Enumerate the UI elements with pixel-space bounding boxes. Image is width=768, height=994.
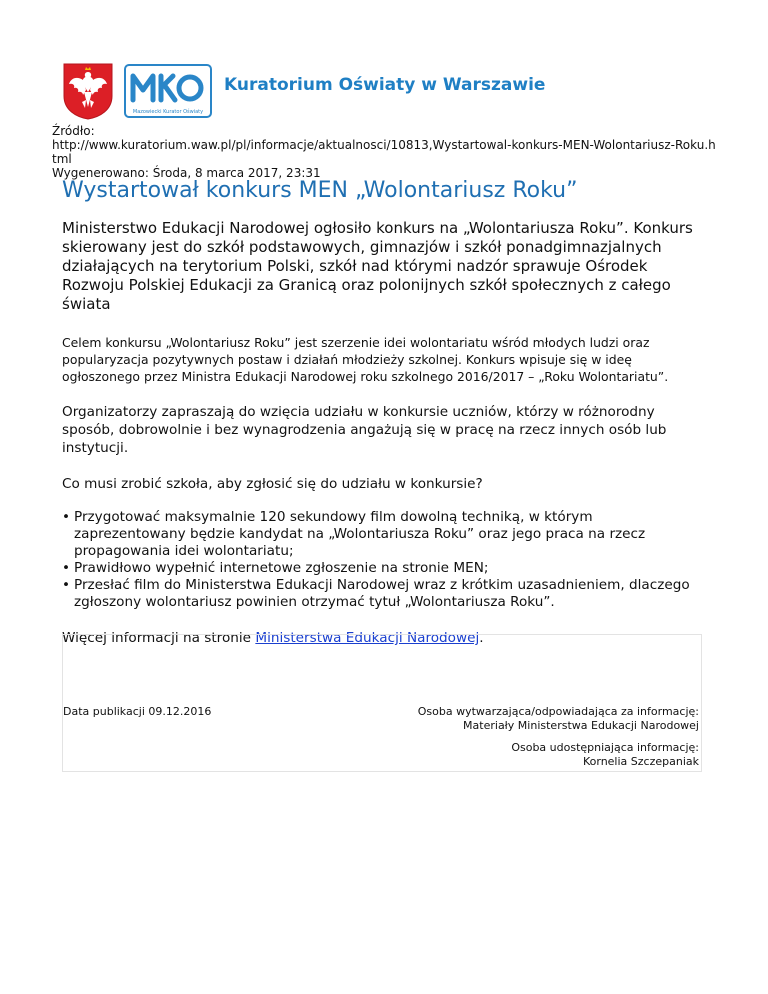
page-header [62,62,712,120]
article-lead: Ministerstwo Edukacji Narodowej ogłosiło konkurs na „Wolontariusza Roku”. Konkurs skierowany jest do szkół podstawowych, gimnazjów i szkół ponadgimnazjalnych działających na terytorium Polski, szkół nad którymi nadzór sprawuje Ośrodek Rozwoju Polskiej Edukacji za Granicą oraz polonijnych szkół społecznych z całego świata [62,219,693,313]
article-question: Co musi zrobić szkoła, aby zgłosić się do udziału w konkursie? [62,476,483,492]
list-item [62,560,702,577]
bullet-icon: • [62,560,71,576]
publication-info-box [62,634,702,772]
polish-eagle-emblem-icon [62,62,114,120]
source-label: Źródło: [52,124,95,138]
author-label: Osoba wytwarzająca/odpowiadająca za informację: [417,705,699,718]
generated-timestamp: Wygenerowano: Środa, 8 marca 2017, 23:31 [52,166,321,180]
sharer-block [511,741,699,769]
source-url: http://www.kuratorium.waw.pl/pl/informacje/aktualnosci/10813,Wystartowal-konkurs-MEN-Wolontariusz-Roku.html [52,138,716,166]
more-info-prefix: Więcej informacji na stronie [62,630,256,646]
sharer-value: Kornelia Szczepaniak [582,755,699,768]
men-link[interactable]: Ministerstwa Edukacji Narodowej [255,630,480,646]
publication-date: Data publikacji 09.12.2016 [63,705,212,718]
step-text: Przygotować maksymalnie 120 sekundowy film dowolną techniką, w którym zaprezentowany będzie kandydat na „Wolontariusza Roku” oraz jego praca na rzecz propagowania idei wolontariatu; [74,509,646,559]
bullet-icon: • [62,577,71,593]
step-text: Przesłać film do Ministerstwa Edukacji Narodowej wraz z krótkim uzasadnieniem, dlaczego zgłoszony wolontariusz powinien otrzymać tytuł „Wolontariusza Roku”. [74,577,690,610]
steps-list [62,509,702,611]
author-block [418,705,699,733]
article-paragraph-organizers: Organizatorzy zapraszają do wzięcia udziału w konkursie uczniów, którzy w różnorodny sposób, dobrowolnie i bez wynagrodzenia angażują się w pracę na rzecz innych osób lub instytucji. [62,404,667,456]
mko-logo [124,64,212,118]
article-paragraph-goal: Celem konkursu „Wolontariusz Roku” jest szerzenie idei wolontariatu wśród młodych ludzi oraz popularyzacja pozytywnych postaw i działań młodzieży szkolnej. Konkurs wpisuje się w ideę ogłoszonego przez Ministra Edukacji Narodowej roku szkolnego 2016/2017 – „Roku Wolontariatu”. [62,335,669,384]
source-meta [52,124,717,180]
logo-caption: Mazowiecki Kurator Oświaty [132,109,204,115]
article-body [62,219,702,665]
list-item [62,509,702,560]
site-title: Kuratorium Oświaty w Warszawie [224,75,546,95]
more-info-suffix: . [479,630,484,646]
author-value: Materiały Ministerstwa Edukacji Narodowej [463,719,699,732]
list-item [62,577,702,611]
step-text: Prawidłowo wypełnić internetowe zgłoszenie na stronie MEN; [74,560,489,576]
bullet-icon: • [62,509,71,525]
sharer-label: Osoba udostępniająca informację: [511,741,699,754]
article-title: Wystartował konkurs MEN „Wolontariusz Roku” [62,178,578,203]
